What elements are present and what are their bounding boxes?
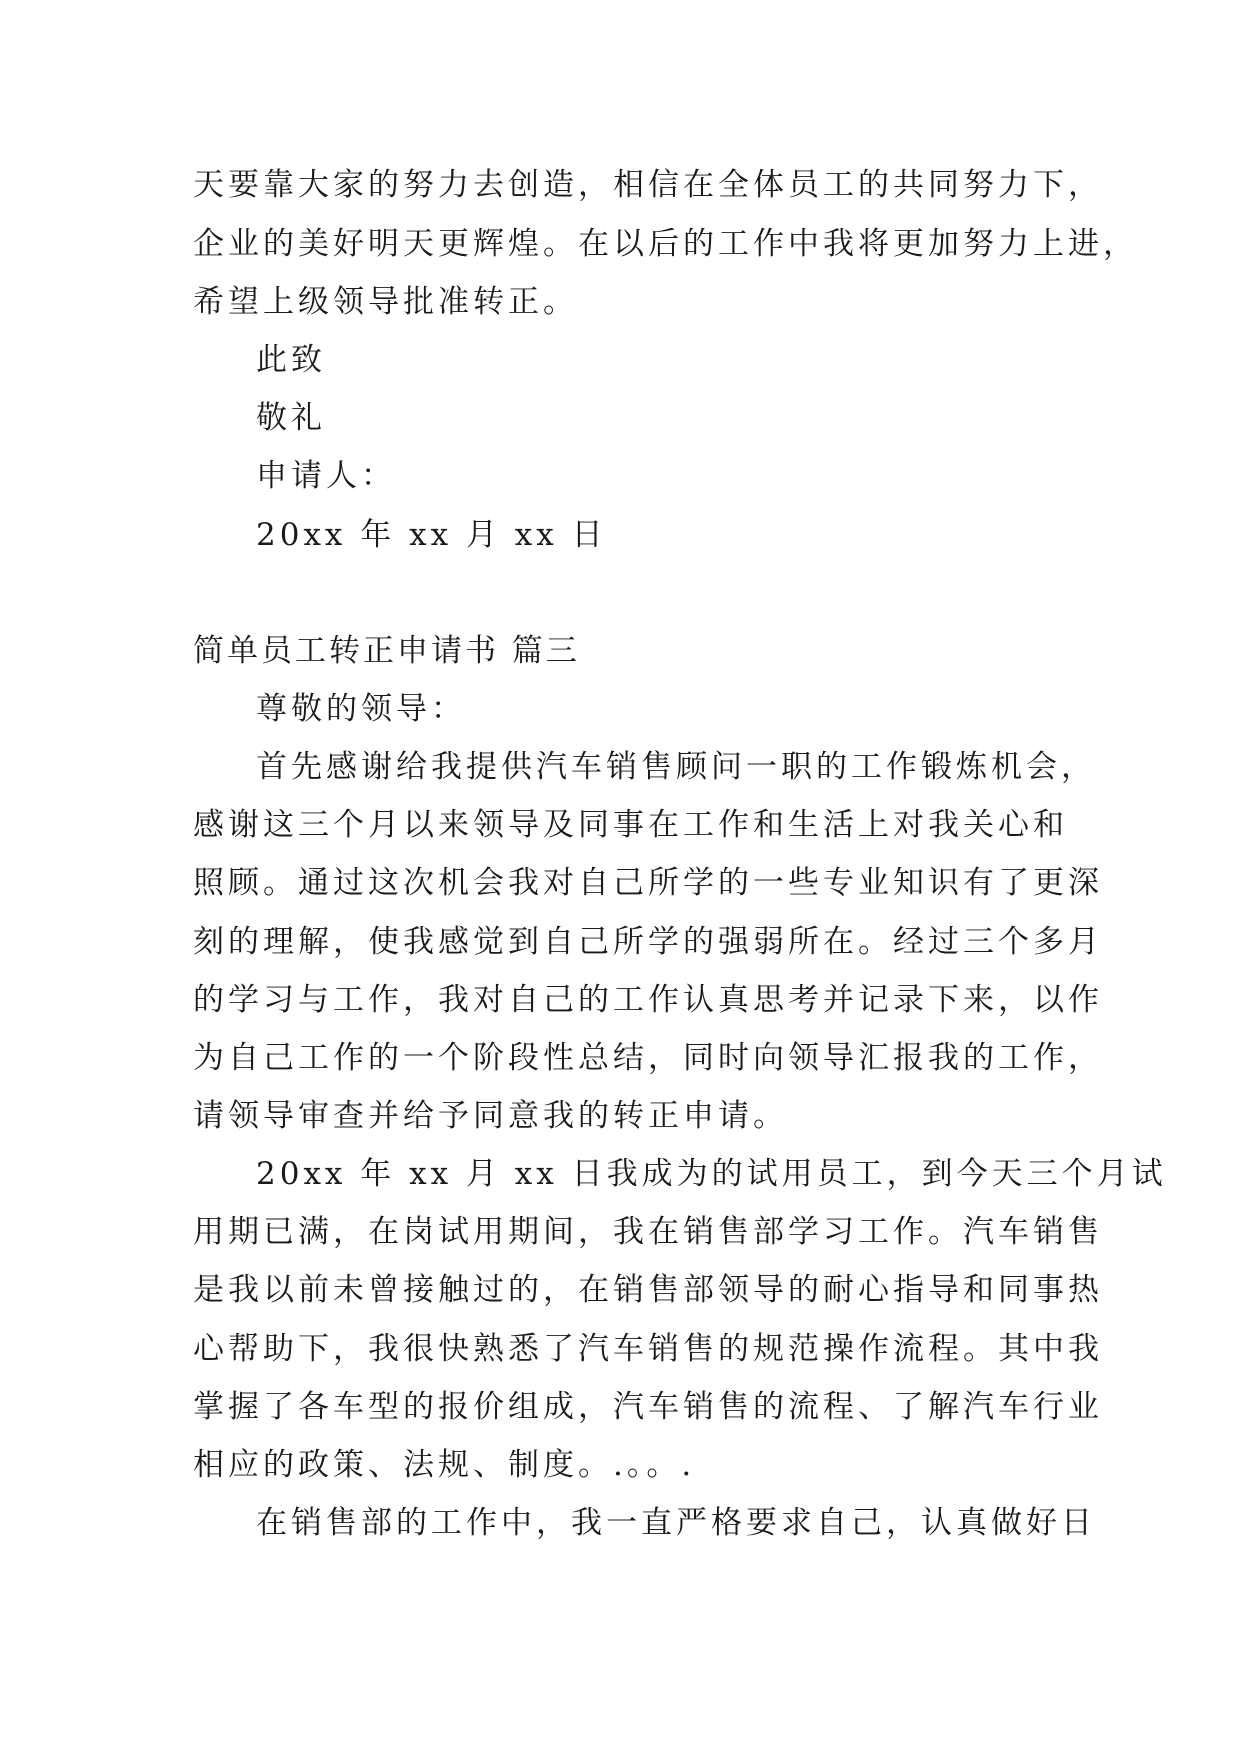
text-line: 为自己工作的一个阶段性总结，同时向领导汇报我的工作，	[193, 1040, 1103, 1076]
section-title: 简单员工转正申请书 篇三	[193, 633, 580, 669]
text-line: 照顾。通过这次机会我对自己所学的一些专业知识有了更深	[193, 865, 1103, 901]
text-line: 是我以前未曾接触过的，在销售部领导的耐心指导和同事热	[193, 1272, 1103, 1308]
text-line: 用期已满，在岗试用期间，我在销售部学习工作。汽车销售	[193, 1214, 1103, 1250]
text-line: 在销售部的工作中，我一直严格要求自己，认真做好日	[256, 1505, 1096, 1541]
text-line: 的学习与工作，我对自己的工作认真思考并记录下来，以作	[193, 982, 1103, 1018]
date-line: 20xx 年 xx 月 xx 日	[256, 517, 607, 553]
text-line: 20xx 年 xx 月 xx 日我成为的试用员工，到今天三个月试	[256, 1156, 1167, 1192]
text-line: 首先感谢给我提供汽车销售顾问一职的工作锻炼机会，	[256, 749, 1096, 785]
text-line: 掌握了各车型的报价组成，汽车销售的流程、了解汽车行业	[193, 1389, 1103, 1425]
text-line: 天要靠大家的努力去创造，相信在全体员工的共同努力下，	[193, 167, 1103, 203]
text-line: 请领导审查并给予同意我的转正申请。	[193, 1098, 788, 1134]
text-line: 感谢这三个月以来领导及同事在工作和生活上对我关心和	[193, 807, 1068, 843]
text-line: 相应的政策、法规、制度。.。。.	[193, 1447, 696, 1483]
salutation-line: 敬礼	[256, 400, 326, 436]
text-line: 心帮助下，我很快熟悉了汽车销售的规范操作流程。其中我	[193, 1331, 1103, 1367]
text-line: 刻的理解，使我感觉到自己所学的强弱所在。经过三个多月	[193, 924, 1103, 960]
salutation-line: 此致	[256, 342, 326, 378]
text-line: 希望上级领导批准转正。	[193, 284, 578, 320]
text-line: 企业的美好明天更辉煌。在以后的工作中我将更加努力上进，	[193, 226, 1138, 262]
greeting: 尊敬的领导：	[256, 691, 466, 727]
applicant-line: 申请人：	[256, 458, 396, 494]
